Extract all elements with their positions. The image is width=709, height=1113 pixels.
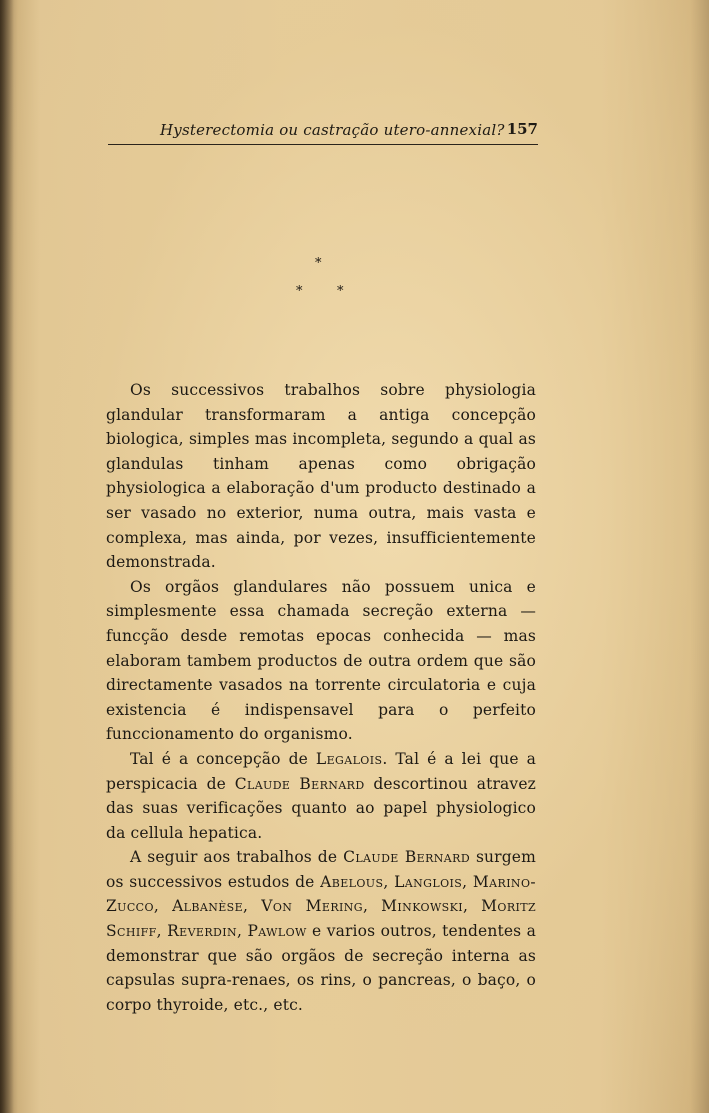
author-name-minkowski: Minkowski (381, 897, 463, 916)
paragraph-4 (106, 845, 536, 1017)
paragraph-4-text-b: surgem os successivos estudos de (106, 848, 536, 891)
name-separator: , (462, 897, 482, 916)
paragraph-3 (106, 747, 536, 845)
section-asterism (280, 256, 360, 302)
name-separator: , (153, 897, 173, 916)
author-name-albanese: Albanèse (172, 897, 244, 916)
name-separator: , (462, 872, 473, 891)
asterisk-top: * (315, 256, 322, 271)
name-separator: , (362, 897, 382, 916)
page-binding-shadow (0, 0, 14, 1113)
paragraph-3-text-c: descortinou atravez das suas verificações quanto ao papel physiologico da cellula hepatica. (106, 774, 536, 842)
paragraph-1: Os successivos trabalhos sobre physiologia glandular transformaram a antiga concepção biologica, simples mas incompleta, segundo a qual as glandulas tinham apenas como obrigação physiologica a elaboração d'um producto destinado a ser vasado no exterior, numa outra, mais vasta e complexa, mas ainda, por vezes, insufficientemente demonstrada. (106, 381, 536, 572)
author-name-legalois: Legalois (315, 749, 383, 768)
paragraph-4-text-a: A seguir aos trabalhos de (130, 848, 344, 867)
author-name-pawlow: Pawlow (247, 922, 307, 941)
paragraph-4-text-c: e varios outros, tendentes a demonstrar que são orgãos de secreção interna as capsulas supra-renaes, os rins, o pancreas, o baço, o corpo thyroide, etc., etc. (106, 922, 537, 1014)
name-separator: , (383, 872, 395, 891)
running-header (108, 118, 538, 145)
paragraph-2: Os orgãos glandulares não possuem unica e simplesmente essa chamada secreção externa — funcção desde remotas epocas conhecida — mas elaboram tambem productos de outra ordem que são directamente vasados na torrente circulatoria e cuja existencia é indispensavel para o perfeito funccionamento do organismo. (106, 577, 536, 744)
author-name-von-mering: Von Mering (261, 897, 363, 916)
author-name-moritz-schiff: Moritz Schiff (106, 897, 537, 941)
paragraph-3-text-b: . Tal é a lei que a perspicacia de (106, 749, 536, 793)
running-title: Hysterectomia ou castração utero-annexial? (160, 121, 505, 139)
author-name-abelous: Abelous (320, 872, 384, 891)
author-name-marino-zucco: Marino-Zucco (106, 872, 537, 916)
asterisk-left: * (296, 284, 303, 299)
name-separator: , (237, 922, 248, 941)
author-name-claude-bernard: Claude Bernard (234, 774, 365, 793)
page-number: 157 (506, 120, 538, 138)
author-name-reverdin: Reverdin (167, 922, 238, 941)
name-separator: , (156, 922, 168, 941)
author-name-claude-bernard: Claude Bernard (343, 848, 471, 867)
name-separator: , (243, 897, 262, 916)
author-name-langlois: Langlois (394, 872, 463, 891)
body-text (106, 378, 536, 1017)
paragraph-3-text-a: Tal é a concepção de (130, 749, 316, 768)
asterisk-right: * (337, 284, 344, 299)
